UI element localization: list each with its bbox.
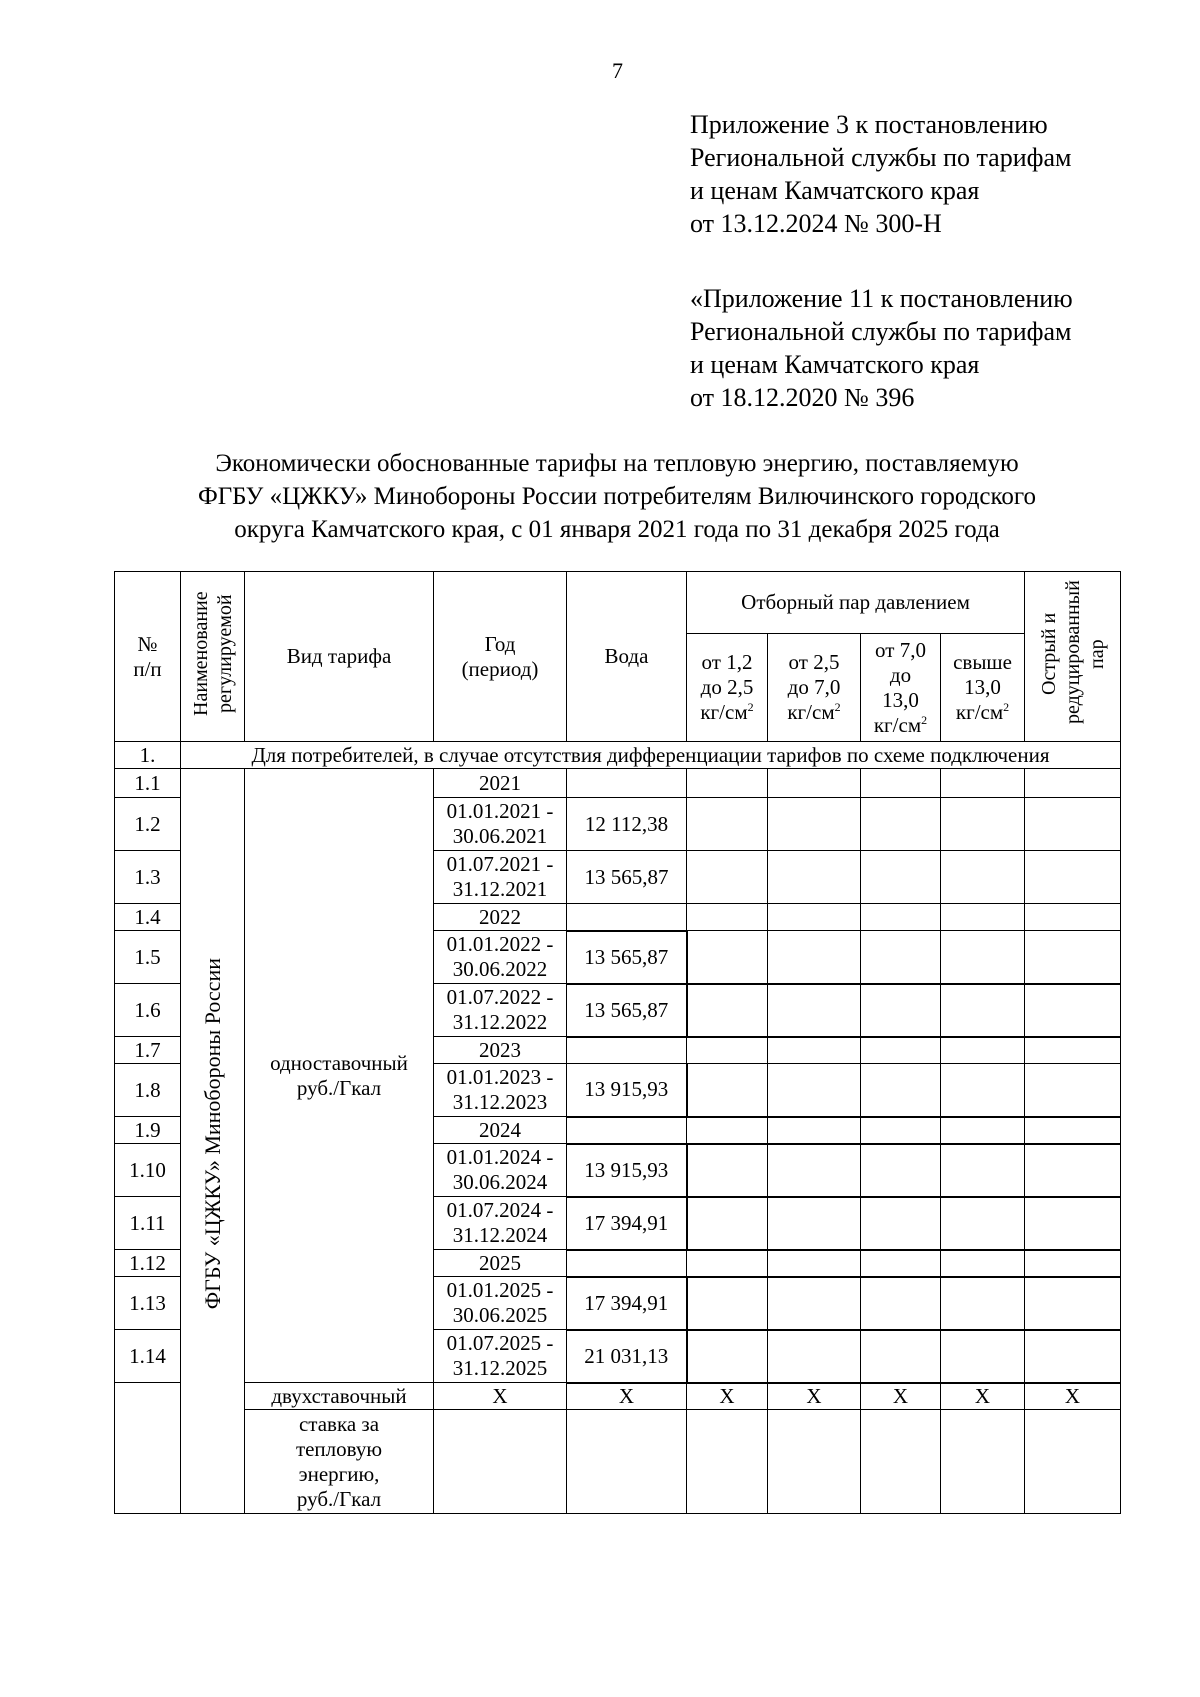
header-tariff-type: Вид тарифа [245, 572, 434, 742]
header-water: Вода [567, 572, 687, 742]
annex-line: Приложение 3 к постановлению [690, 110, 1048, 139]
row-num: 1.13 [115, 1277, 181, 1330]
header-steam-3: от 7,0 до 13,0 $кг/см^2$ [861, 634, 941, 742]
document-title [114, 447, 1120, 546]
period-cell: 2021 [434, 769, 567, 798]
row-num: 1.2 [115, 798, 181, 851]
org-name-cell: ФГБУ «ЦЖКУ» Минобороны России [181, 769, 245, 1514]
two-rate-label: двухставочный [245, 1383, 434, 1410]
water-cell [567, 904, 687, 931]
row-num: 1.9 [115, 1117, 181, 1144]
period-cell: 01.01.2021 - 30.06.2021 [434, 798, 567, 851]
row-num-empty [115, 1383, 181, 1514]
annex-prev-line: Региональной службы по тарифам [690, 317, 1072, 346]
period-cell: 01.07.2022 - 31.12.2022 [434, 984, 567, 1037]
x-mark: X [768, 1383, 861, 1410]
period-cell: 01.01.2022 - 30.06.2022 [434, 931, 567, 984]
x-mark: X [1025, 1383, 1121, 1410]
row-num: 1.8 [115, 1064, 181, 1117]
annex-prev-line: от 18.12.2020 № 396 [690, 383, 915, 412]
period-cell: 01.07.2025 - 31.12.2025 [434, 1330, 567, 1383]
row-num: 1.4 [115, 904, 181, 931]
title-line: округа Камчатского края, с 01 января 2021 года по 31 декабря 2025 года [234, 516, 1000, 543]
period-cell: 2022 [434, 904, 567, 931]
period-cell: 01.01.2025 - 30.06.2025 [434, 1277, 567, 1330]
annex-line: Региональной службы по тарифам [690, 143, 1072, 172]
period-cell: 2023 [434, 1037, 567, 1064]
row-num: 1.11 [115, 1197, 181, 1250]
x-mark: X [687, 1383, 768, 1410]
page-number: 7 [612, 58, 623, 83]
period-cell: 01.07.2021 - 31.12.2021 [434, 851, 567, 904]
row-num: 1.10 [115, 1144, 181, 1197]
period-cell: 01.07.2024 - 31.12.2024 [434, 1197, 567, 1250]
water-cell [567, 1250, 687, 1277]
heat-rate-label: ставка за тепловую энергию, руб./Гкал [245, 1410, 434, 1514]
header-steam-2: от 2,5 до 7,0 $кг/см^2$ [768, 634, 861, 742]
row-num: 1.5 [115, 931, 181, 984]
section-title: Для потребителей, в случае отсутствия дифференциации тарифов по схеме подключения [181, 742, 1121, 769]
water-cell: 21 031,13 [567, 1330, 687, 1383]
water-cell: 17 394,91 [567, 1197, 687, 1250]
header-num: № п/п [115, 572, 181, 742]
header-org: Наименование регулируемой [181, 572, 245, 742]
row-num: 1.1 [115, 769, 181, 798]
water-cell: 13 565,87 [567, 984, 687, 1037]
section-num: 1. [115, 742, 181, 769]
header-steam-4: свыше 13,0 $кг/см^2$ [941, 634, 1025, 742]
water-cell: 13 915,93 [567, 1064, 687, 1117]
row-num: 1.7 [115, 1037, 181, 1064]
water-cell: 13 915,93 [567, 1144, 687, 1197]
tariff-table [114, 571, 1121, 1514]
row-num: 1.14 [115, 1330, 181, 1383]
period-cell: 01.01.2024 - 30.06.2024 [434, 1144, 567, 1197]
annex-prev-block [690, 282, 1073, 414]
title-line: ФГБУ «ЦЖКУ» Минобороны России потребителям Вилючинского городского [197, 483, 1037, 510]
period-cell: 2024 [434, 1117, 567, 1144]
header-sharp-steam: Острый и редуцированный пар [1025, 572, 1121, 742]
x-mark: X [861, 1383, 941, 1410]
annex-prev-line: и ценам Камчатского края [690, 350, 980, 379]
period-cell: 2025 [434, 1250, 567, 1277]
x-mark: X [434, 1383, 567, 1410]
annex-block [690, 108, 1071, 240]
header-steam-group: Отборный пар давлением [687, 572, 1025, 634]
water-cell [567, 1037, 687, 1064]
annex-line: от 13.12.2024 № 300-Н [690, 209, 942, 238]
annex-prev-line: «Приложение 11 к постановлению [690, 284, 1073, 313]
row-num: 1.12 [115, 1250, 181, 1277]
title-line: Экономически обоснованные тарифы на тепловую энергию, поставляемую [215, 450, 1019, 477]
water-cell [567, 769, 687, 798]
water-cell: 13 565,87 [567, 851, 687, 904]
x-mark: X [567, 1383, 687, 1410]
period-cell: 01.01.2023 - 31.12.2023 [434, 1064, 567, 1117]
row-num: 1.3 [115, 851, 181, 904]
header-year: Год (период) [434, 572, 567, 742]
water-cell: 12 112,38 [567, 798, 687, 851]
water-cell [567, 1117, 687, 1144]
tariff-single-cell: одноставочный руб./Гкал [245, 769, 434, 1383]
x-mark: X [941, 1383, 1025, 1410]
row-num: 1.6 [115, 984, 181, 1037]
water-cell: 17 394,91 [567, 1277, 687, 1330]
annex-line: и ценам Камчатского края [690, 176, 980, 205]
header-steam-1: от 1,2 до 2,5 $кг/см^2$ [687, 634, 768, 742]
water-cell: 13 565,87 [567, 931, 687, 984]
